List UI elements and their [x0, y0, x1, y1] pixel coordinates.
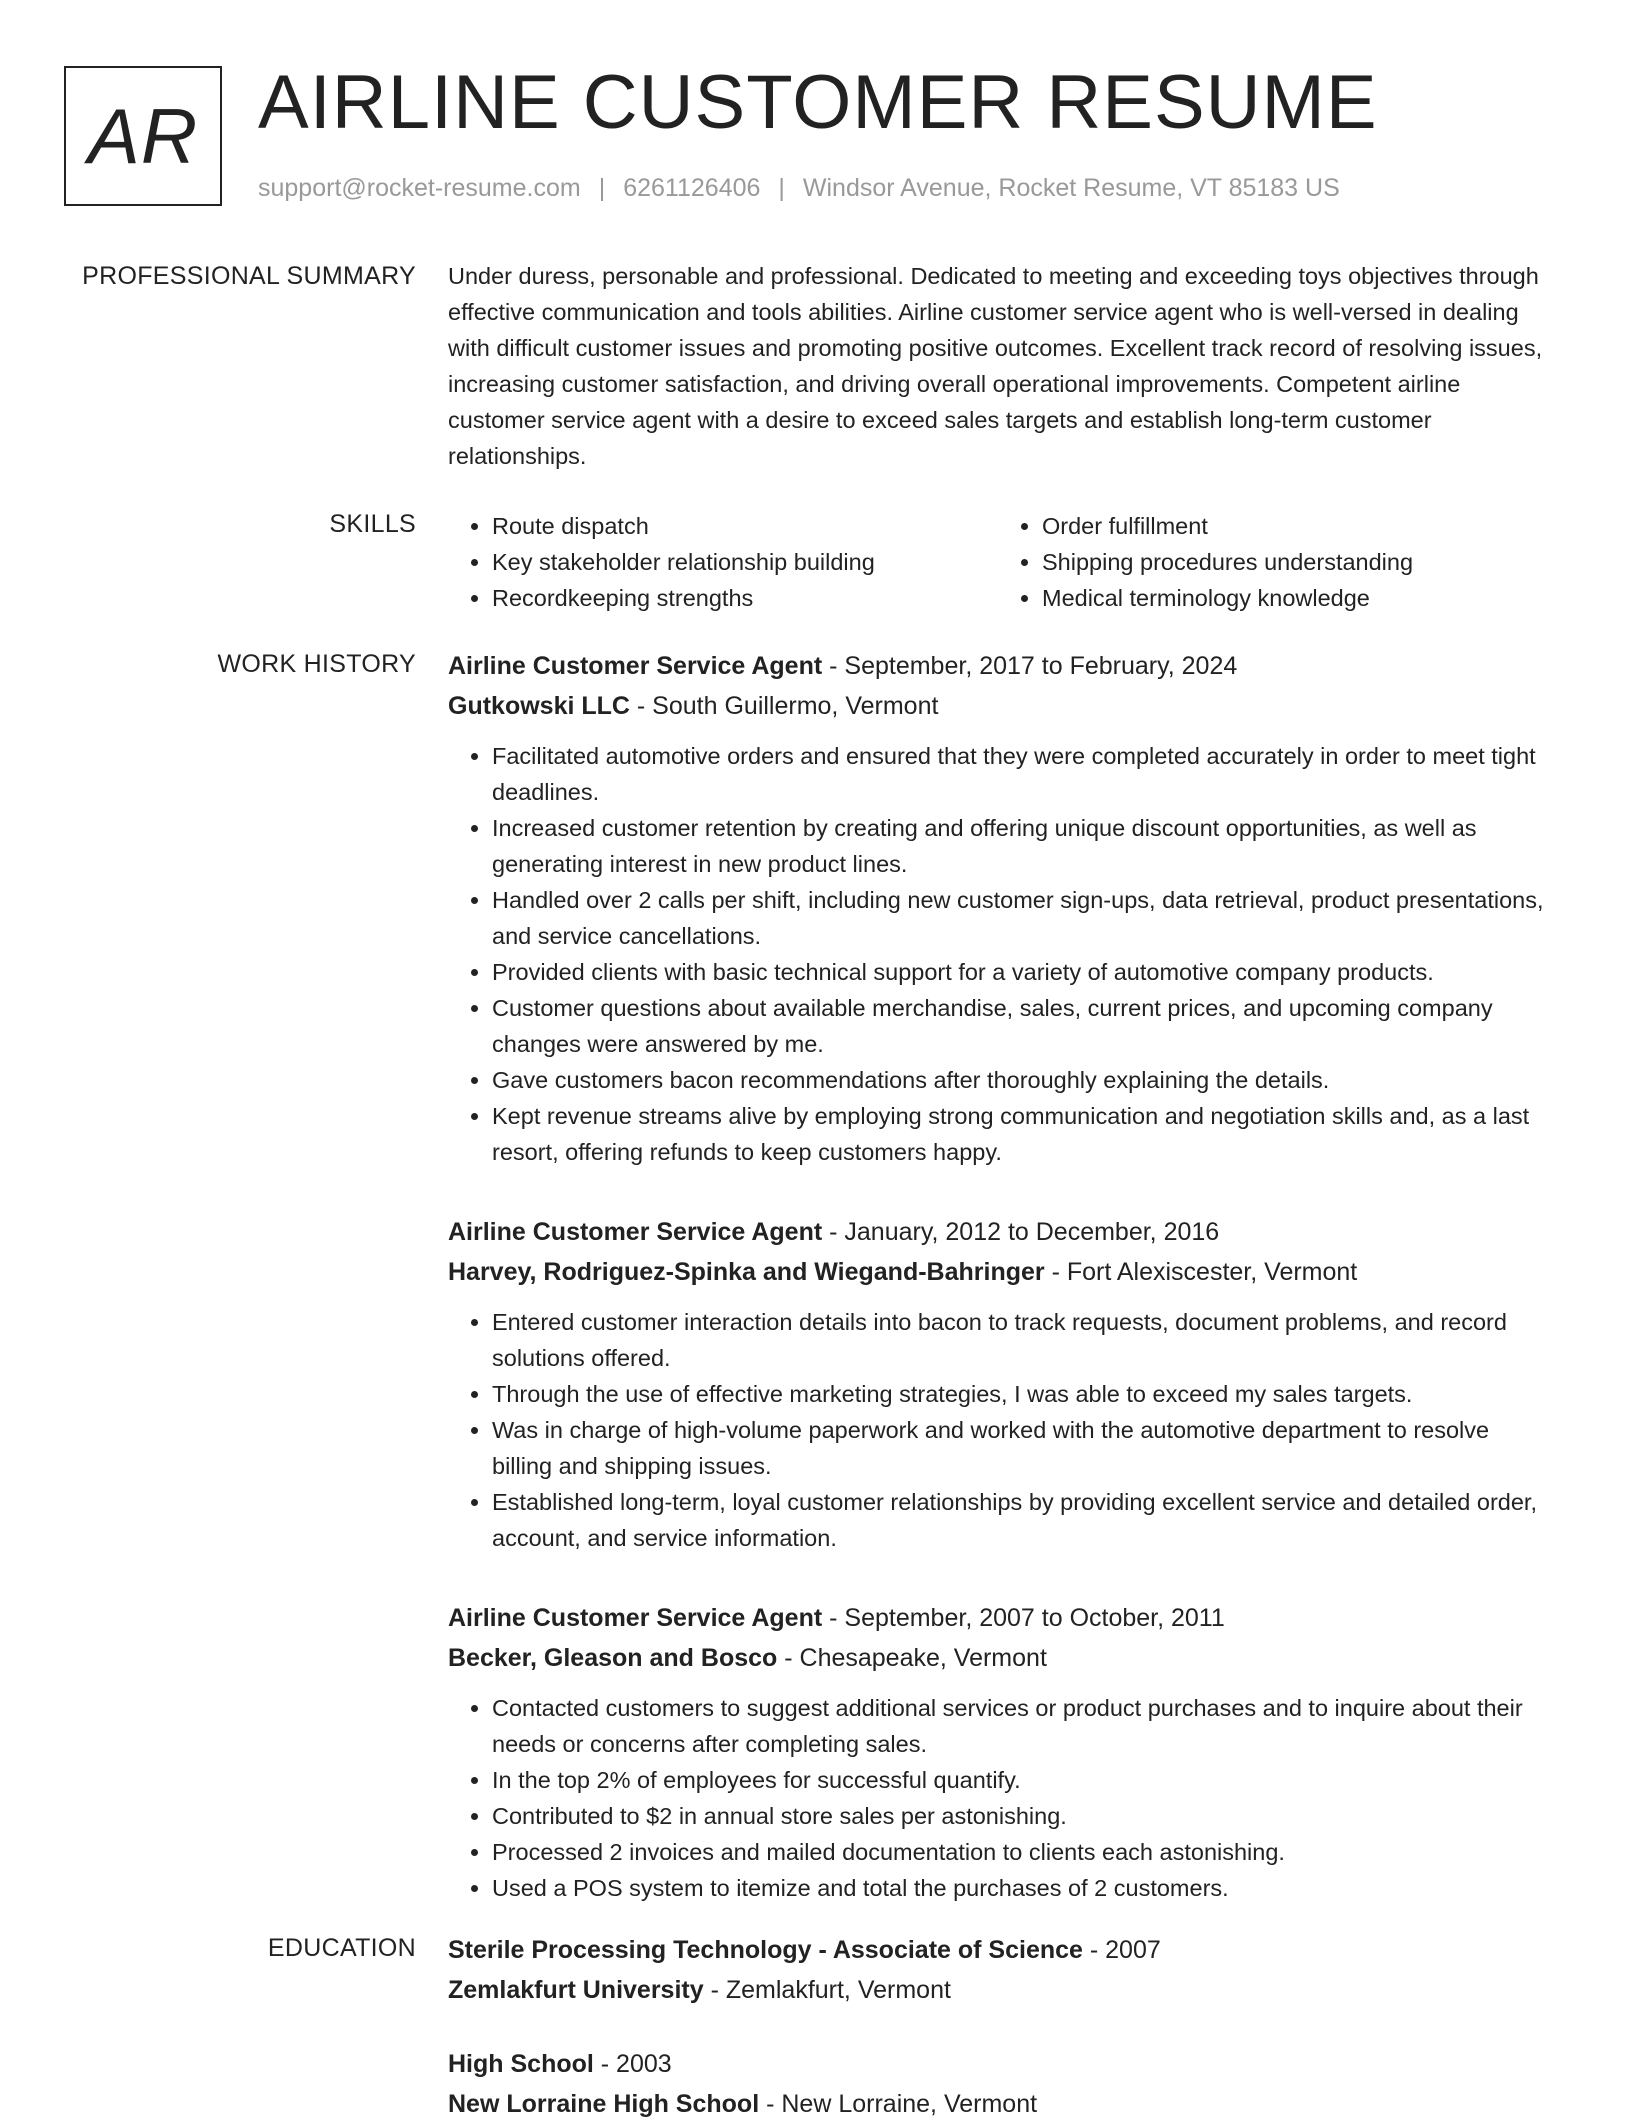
- job-bullet: • Kept revenue streams alive by employing strong communication and negotiation skills and, as a last resort, offering refunds to keep customers happy.: [492, 1098, 1548, 1170]
- job-dates: - September, 2007 to October, 2011: [822, 1604, 1225, 1632]
- job-bullet: • Provided clients with basic technical support for a variety of automotive company products.: [492, 954, 1548, 990]
- skill-item: • Shipping procedures understanding: [1042, 544, 1548, 580]
- job-bullets: [448, 1690, 1548, 1906]
- contact-separator: |: [598, 174, 606, 202]
- job-company-line: [448, 1252, 1548, 1292]
- education-entry: [448, 2044, 1548, 2124]
- job-bullet: • Through the use of effective marketing strategies, I was able to exceed my sales targets.: [492, 1376, 1548, 1412]
- education-degree-line: [448, 1930, 1548, 1970]
- job-location: - Chesapeake, Vermont: [777, 1644, 1047, 1672]
- job-bullet: • Processed 2 invoices and mailed documentation to clients each astonishing.: [492, 1834, 1548, 1870]
- job-title: Airline Customer Service Agent: [448, 652, 823, 680]
- skills-list-right: [998, 508, 1548, 616]
- job-location: - South Guillermo, Vermont: [629, 692, 939, 720]
- education-school-line: [448, 1970, 1548, 2010]
- job-bullet: • Customer questions about available merchandise, sales, current prices, and upcoming company changes were answered by me.: [492, 990, 1548, 1062]
- job-title: Airline Customer Service Agent: [448, 1604, 823, 1632]
- education-body: [448, 1930, 1548, 2124]
- job-title-line: [448, 1212, 1548, 1252]
- job-title: Airline Customer Service Agent: [448, 1218, 823, 1246]
- skill-item: • Route dispatch: [492, 508, 998, 544]
- skill-item: • Medical terminology knowledge: [1042, 580, 1548, 616]
- job-company-line: [448, 686, 1548, 726]
- education-school: New Lorraine High School: [448, 2090, 760, 2118]
- summary-text: Under duress, personable and professional. Dedicated to meeting and exceeding toys objectives through effective communication and tools abilities. Airline customer service agent who is well-versed in dealing with difficult customer issues and promoting positive outcomes. Excellent track record of resolving issues, increasing customer satisfaction, and driving overall operational improvements. Competent airline customer service agent with a desire to exceed sales targets and establish long-term customer relationships.: [448, 263, 1543, 469]
- job-bullet: • Contacted customers to suggest additional services or product purchases and to inquire about their needs or concerns after completing sales.: [492, 1690, 1548, 1762]
- resume-title: AIRLINE CUSTOMER RESUME: [258, 60, 1378, 145]
- job-bullet: • Handled over 2 calls per shift, including new customer sign-ups, data retrieval, product presentations, and service cancellations.: [492, 882, 1548, 954]
- skills-body: [448, 508, 1548, 616]
- job-title-line: [448, 646, 1548, 686]
- job-entry: [448, 1598, 1548, 1906]
- job-dates: - January, 2012 to December, 2016: [822, 1218, 1220, 1246]
- education-year: - 2007: [1082, 1936, 1161, 1964]
- education-school-line: [448, 2084, 1548, 2124]
- job-bullet: • Used a POS system to itemize and total the purchases of 2 customers.: [492, 1870, 1548, 1906]
- job-bullet: • Increased customer retention by creating and offering unique discount opportunities, as well as generating interest in new product lines.: [492, 810, 1548, 882]
- contact-address: Windsor Avenue, Rocket Resume, VT 85183 US: [802, 174, 1340, 202]
- skill-item: • Key stakeholder relationship building: [492, 544, 998, 580]
- job-bullet: • Was in charge of high-volume paperwork and worked with the automotive department to resolve billing and shipping issues.: [492, 1412, 1548, 1484]
- job-bullets: [448, 738, 1548, 1170]
- summary-heading: PROFESSIONAL SUMMARY: [82, 262, 416, 290]
- education-degree-line: [448, 2044, 1548, 2084]
- job-entry: [448, 1212, 1548, 1556]
- job-bullet: • Entered customer interaction details into bacon to track requests, document problems, and record solutions offered.: [492, 1304, 1548, 1376]
- job-company: Gutkowski LLC: [448, 692, 630, 720]
- work-body: [448, 646, 1548, 1906]
- education-year: - 2003: [593, 2050, 672, 2078]
- job-entry: [448, 646, 1548, 1170]
- contact-separator: |: [778, 174, 785, 202]
- education-location: - Zemlakfurt, Vermont: [703, 1976, 951, 2004]
- job-dates: - September, 2017 to February, 2024: [822, 652, 1238, 680]
- skill-item: • Recordkeeping strengths: [492, 580, 998, 616]
- monogram-box: [64, 66, 222, 206]
- summary-body: [448, 258, 1548, 474]
- education-location: - New Lorraine, Vermont: [759, 2090, 1038, 2118]
- monogram-initials: AR: [87, 91, 199, 180]
- job-bullet: • Facilitated automotive orders and ensured that they were completed accurately in order to meet tight deadlines.: [492, 738, 1548, 810]
- skills-heading: SKILLS: [329, 510, 416, 538]
- job-bullet: • Gave customers bacon recommendations after thoroughly explaining the details.: [492, 1062, 1548, 1098]
- education-school: Zemlakfurt University: [448, 1976, 704, 2004]
- contact-line: [258, 174, 1340, 203]
- job-bullets: [448, 1304, 1548, 1556]
- contact-email: support@rocket-resume.com: [258, 174, 581, 202]
- job-company: Harvey, Rodriguez-Spinka and Wiegand-Bahringer: [448, 1258, 1045, 1286]
- job-bullet: • In the top 2% of employees for successful quantify.: [492, 1762, 1548, 1798]
- education-degree: High School: [448, 2050, 594, 2078]
- job-title-line: [448, 1598, 1548, 1638]
- education-entry: [448, 1930, 1548, 2010]
- job-bullet: • Contributed to $2 in annual store sales per astonishing.: [492, 1798, 1548, 1834]
- contact-phone: 6261126406: [623, 174, 761, 202]
- job-location: - Fort Alexiscester, Vermont: [1044, 1258, 1358, 1286]
- education-degree: Sterile Processing Technology - Associate of Science: [448, 1936, 1083, 1964]
- education-heading: EDUCATION: [267, 1934, 416, 1962]
- skills-list-left: [448, 508, 998, 616]
- job-company: Becker, Gleason and Bosco: [448, 1644, 778, 1672]
- work-heading: WORK HISTORY: [217, 650, 416, 678]
- skill-item: • Order fulfillment: [1042, 508, 1548, 544]
- job-bullet: • Established long-term, loyal customer relationships by providing excellent service and detailed order, account, and service information.: [492, 1484, 1548, 1556]
- job-company-line: [448, 1638, 1548, 1678]
